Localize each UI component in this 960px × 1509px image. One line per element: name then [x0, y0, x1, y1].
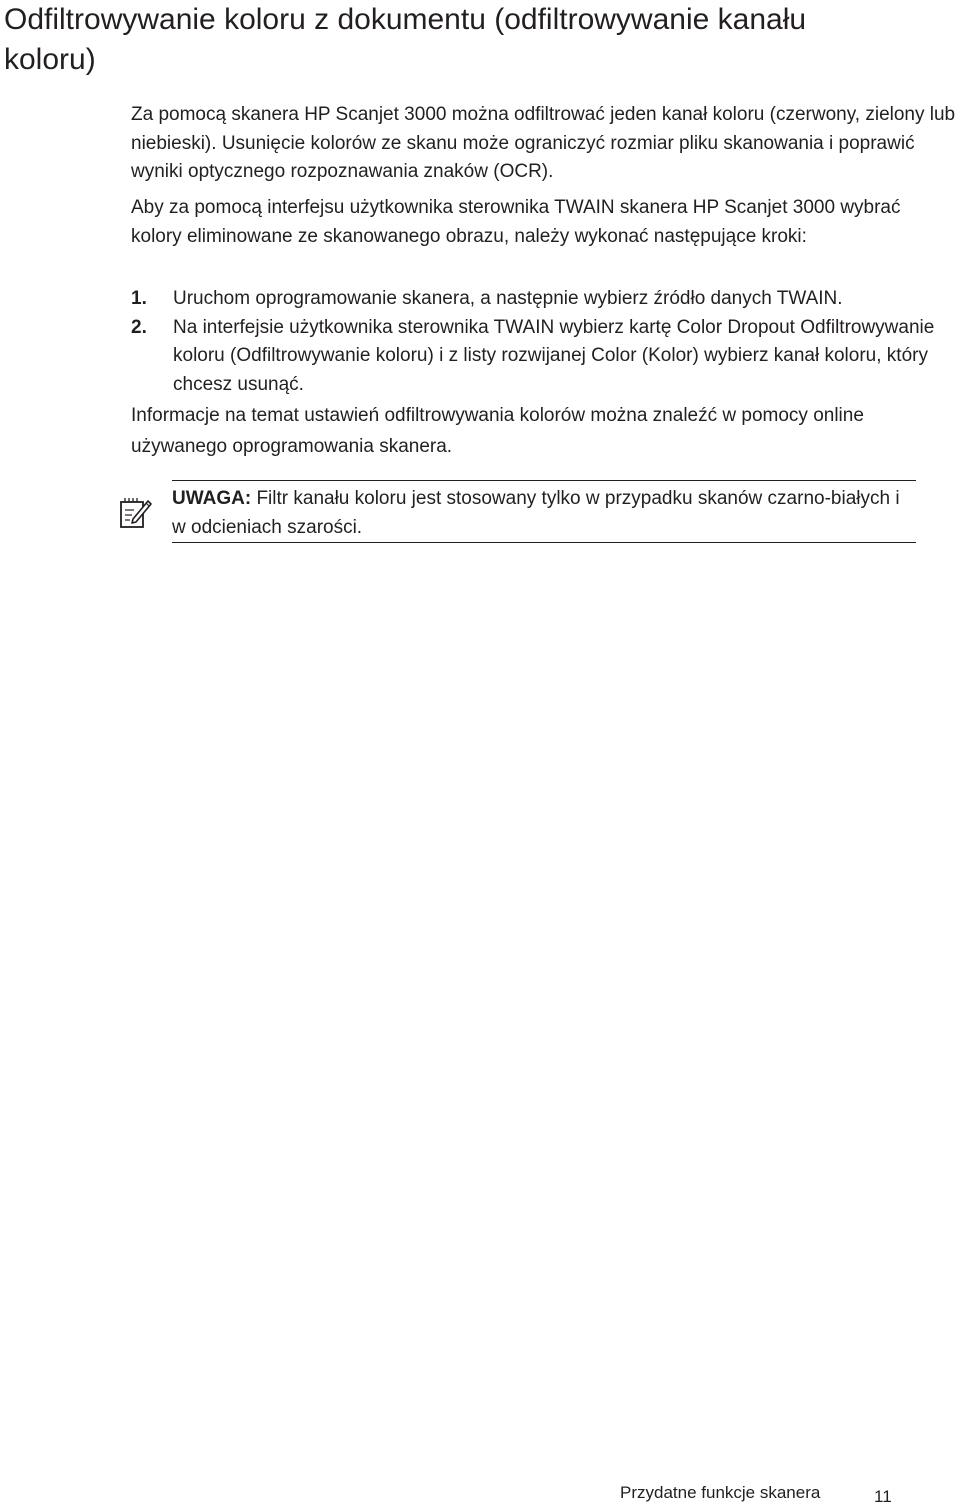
note-pencil-icon: [118, 494, 154, 530]
footer-section-title: Przydatne funkcje skanera: [620, 1483, 821, 1502]
note-text: [172, 485, 916, 542]
info-paragraph: Informacje na temat ustawień odfiltrowywania kolorów można znaleźć w pomocy online używanego oprogramowania skanera.: [131, 405, 864, 457]
step-text: Na interfejsie użytkownika sterownika TWAIN wybierz kartę Color Dropout Odfiltrowywanie koloru (Odfiltrowywanie koloru) i z listy rozwijanej Color (Kolor) wybierz kanał koloru, który chcesz usunąć.: [173, 316, 935, 395]
page-number: 11: [874, 1487, 892, 1506]
intro-paragraph: Za pomocą skanera HP Scanjet 3000 można odfiltrować jeden kanał koloru (czerwony, zielony lub niebieski). Usunięcie kolorów ze skanu może ograniczyć rozmiar pliku skanowania i poprawić wyniki optycznego rozpoznawania znaków (OCR).: [131, 104, 956, 182]
list-item: [131, 314, 956, 400]
step-text: Uruchom oprogramowanie skanera, a następnie wybierz źródło danych TWAIN.: [173, 288, 843, 309]
step-number: 1.: [131, 288, 147, 309]
note-divider-top: [172, 480, 916, 481]
page-title: Odfiltrowywanie koloru z dokumentu (odfiltrowywanie kanału koloru): [4, 3, 807, 76]
steps-list: [131, 285, 956, 399]
step-number: 2.: [131, 316, 147, 338]
note-body: Filtr kanału koloru jest stosowany tylko w przypadku skanów czarno-białych i w odcieniach szarości.: [172, 488, 900, 538]
instructions-paragraph: Aby za pomocą interfejsu użytkownika sterownika TWAIN skanera HP Scanjet 3000 wybrać kolory eliminowane ze skanowanego obrazu, należy wykonać następujące kroki:: [131, 197, 901, 247]
note-label: UWAGA:: [172, 488, 252, 509]
note-divider-bottom: [172, 542, 916, 543]
list-item: [131, 285, 956, 314]
